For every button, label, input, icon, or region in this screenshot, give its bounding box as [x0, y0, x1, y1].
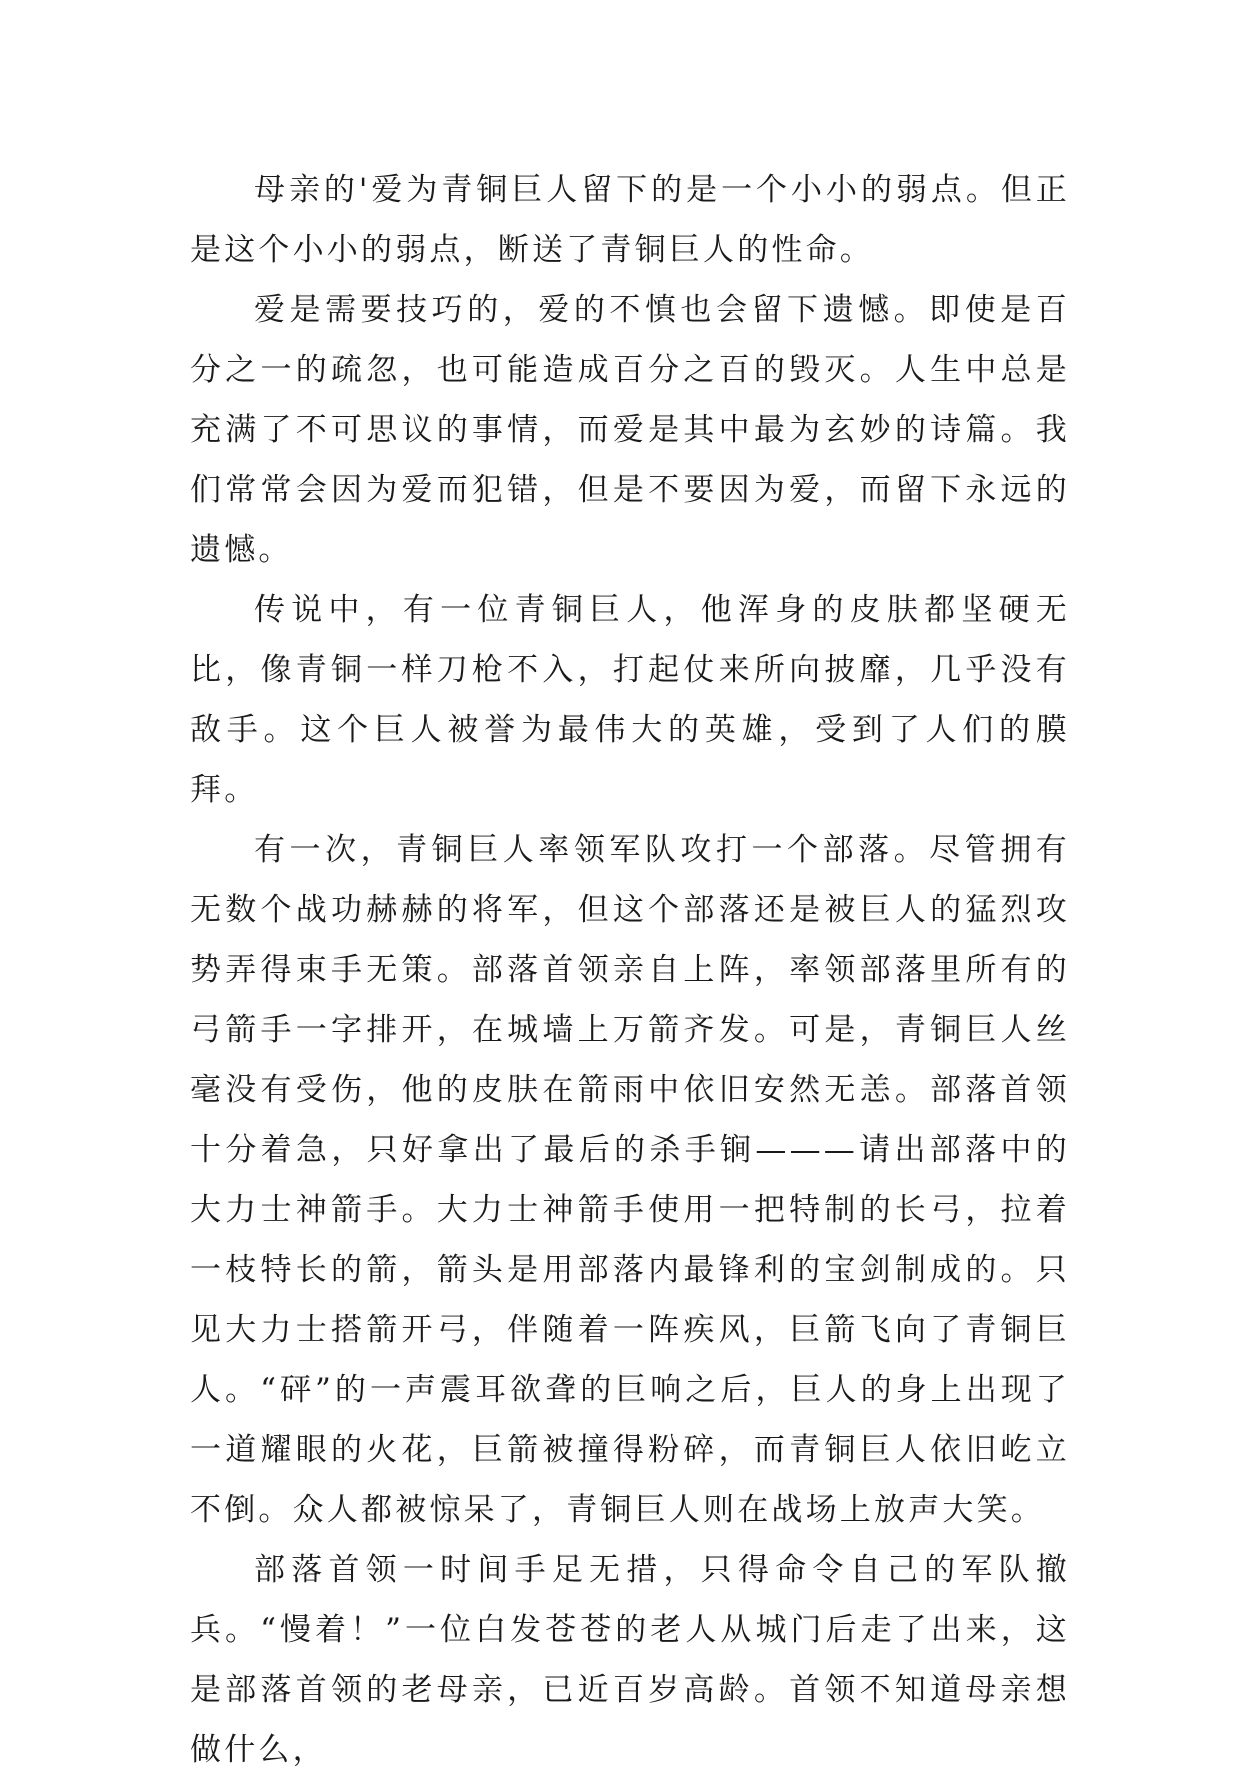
paragraph-3: 传说中，有一位青铜巨人，他浑身的皮肤都坚硬无比，像青铜一样刀枪不入，打起仗来所向披靡，几乎没有敌手。这个巨人被誉为最伟大的英雄，受到了人们的膜拜。 [190, 592, 1070, 808]
body-text [190, 160, 1070, 1780]
paragraph-5: 部落首领一时间手足无措，只得命令自己的军队撤兵。“慢着！”一位白发苍苍的老人从城门后走了出来，这是部落首领的老母亲，已近百岁高龄。首领不知道母亲想做什么， [190, 1552, 1070, 1768]
paragraph-4: 有一次，青铜巨人率领军队攻打一个部落。尽管拥有无数个战功赫赫的将军，但这个部落还是被巨人的猛烈攻势弄得束手无策。部落首领亲自上阵，率领部落里所有的弓箭手一字排开，在城墙上万箭齐发。可是，青铜巨人丝毫没有受伤，他的皮肤在箭雨中依旧安然无恙。部落首领十分着急，只好拿出了最后的杀手锏———请出部落中的大力士神箭手。大力士神箭手使用一把特制的长弓，拉着一枝特长的箭，箭头是用部落内最锋利的宝剑制成的。只见大力士搭箭开弓，伴随着一阵疾风，巨箭飞向了青铜巨人。“砰”的一声震耳欲聋的巨响之后，巨人的身上出现了一道耀眼的火花，巨箭被撞得粉碎，而青铜巨人依旧屹立不倒。众人都被惊呆了，青铜巨人则在战场上放声大笑。 [190, 832, 1070, 1528]
paragraph-2: 爱是需要技巧的，爱的不慎也会留下遗憾。即使是百分之一的疏忽，也可能造成百分之百的毁灭。人生中总是充满了不可思议的事情，而爱是其中最为玄妙的诗篇。我们常常会因为爱而犯错，但是不要因为爱，而留下永远的遗憾。 [190, 292, 1070, 568]
paragraph-1: 母亲的'爱为青铜巨人留下的是一个小小的弱点。但正是这个小小的弱点，断送了青铜巨人的性命。 [190, 172, 1070, 268]
